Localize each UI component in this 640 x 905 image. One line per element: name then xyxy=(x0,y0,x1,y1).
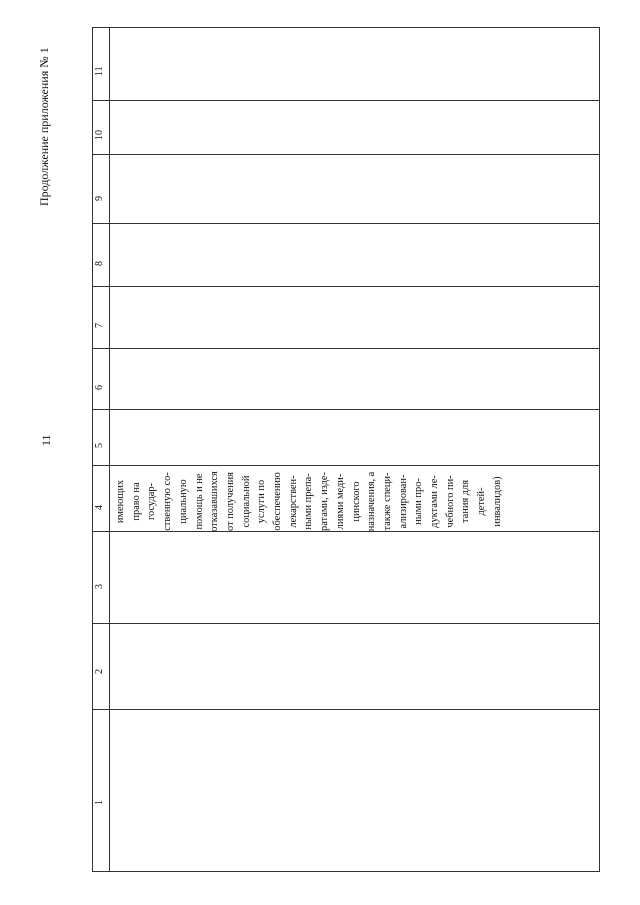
column-divider xyxy=(93,100,599,101)
cell-text-line: тания для xyxy=(460,479,472,524)
column-number-8: 8 xyxy=(94,261,105,266)
cell-text-line: ными про- xyxy=(413,478,425,525)
column-divider xyxy=(93,286,599,287)
cell-text-line: от получения xyxy=(224,472,236,531)
cell-text-line: услуги по xyxy=(256,479,268,524)
page-header-title: Продолжение приложения № 1 xyxy=(37,47,51,206)
cell-text-line: детей- xyxy=(476,487,488,516)
column-number-5: 5 xyxy=(94,443,105,448)
cell-text-line: дуктами ле- xyxy=(429,475,441,528)
cell-text-line: цинского xyxy=(350,481,362,522)
column-number-11: 11 xyxy=(94,66,105,76)
column-number-1: 1 xyxy=(94,800,105,805)
cell-text-line: также специ- xyxy=(381,472,393,531)
cell-text-line: ными препа- xyxy=(303,473,315,530)
cell-text-line: инвалидов) xyxy=(491,476,503,527)
cell-text-line: имеющих xyxy=(115,479,126,524)
data-table xyxy=(92,27,600,872)
column-number-9: 9 xyxy=(94,196,105,201)
column-number-10: 10 xyxy=(94,130,105,140)
cell-text-line: лиями меди- xyxy=(334,473,346,530)
column-number-6: 6 xyxy=(94,385,105,390)
column-divider xyxy=(93,223,599,224)
column-number-7: 7 xyxy=(94,323,105,328)
cell-text-line: право на xyxy=(130,482,142,521)
cell-text-line: помощь и не xyxy=(193,473,205,530)
cell-text-line: обеспечению xyxy=(272,472,284,531)
cell-text-line: ратами, изде- xyxy=(319,472,331,531)
cell-text-line: государ- xyxy=(146,482,158,521)
cell-text-line: циальную xyxy=(177,479,189,524)
cell-text-line: отказавшихся xyxy=(209,471,221,532)
cell-text-line: лекарствен- xyxy=(287,475,299,528)
cell-text-line: ственную со- xyxy=(162,472,174,531)
column-number-4: 4 xyxy=(94,505,105,510)
cell-column-3 xyxy=(113,471,503,889)
cell-text-line: назначения, а xyxy=(366,471,378,532)
cell-text-line: социальной xyxy=(240,475,252,528)
column-number-2: 2 xyxy=(94,669,105,674)
cell-text-line: ализирован- xyxy=(397,474,409,529)
page-number: 11 xyxy=(39,434,53,446)
column-number-3: 3 xyxy=(94,584,105,589)
column-divider xyxy=(93,154,599,155)
cell-text-line: чебного пи- xyxy=(444,475,456,528)
cell-column-3-lines xyxy=(113,324,506,679)
